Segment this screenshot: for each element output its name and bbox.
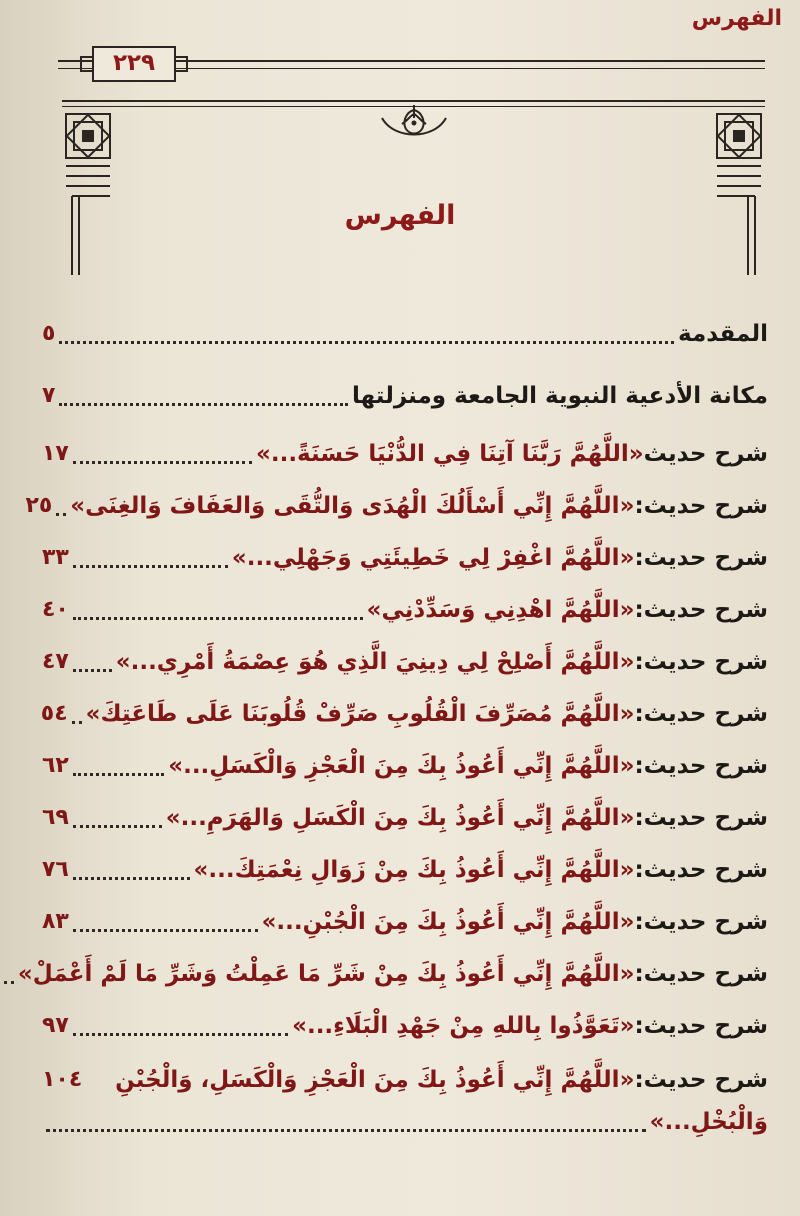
entry-page-number: ٧	[42, 383, 56, 408]
toc-entry	[42, 1064, 768, 1138]
toc-entry	[42, 380, 768, 412]
entry-quote: «تَعَوَّذُوا بِاللهِ مِنْ جَهْدِ الْبَلَاءِ...»	[292, 1013, 635, 1039]
entry-quote: «اللَّهُمَّ اهْدِنِي وَسَدِّدْنِي»	[366, 597, 635, 623]
dot-leader	[73, 565, 228, 568]
ornamental-frame	[62, 100, 765, 280]
entry-page-number: ٤٧	[42, 649, 69, 674]
dot-leader	[73, 773, 164, 776]
entry-page-number: ٤٠	[42, 597, 69, 622]
entry-page-number: ٨٣	[42, 909, 69, 934]
entry-quote: «اللَّهُمَّ أَصْلِحْ لِي دِينِيَ الَّذِي هُوَ عِصْمَةُ أَمْرِي...»	[115, 649, 635, 675]
toc-entry	[42, 438, 768, 470]
dot-leader	[73, 929, 258, 932]
entry-prefix: شرح حديث:	[634, 649, 768, 675]
toc-entry	[42, 802, 768, 834]
dot-leader	[72, 721, 82, 724]
dot-leader	[73, 617, 363, 620]
running-header: الفهرس	[691, 6, 782, 31]
entry-prefix: شرح حديث:	[634, 961, 768, 987]
entry-quote-continuation: وَالْبُخْلِ...»	[649, 1109, 768, 1135]
dot-leader	[59, 403, 348, 406]
toc-entry	[42, 750, 768, 782]
entry-prefix: شرح حديث:	[634, 701, 768, 727]
toc-entry	[25, 490, 768, 522]
entry-prefix: شرح حديث:	[634, 1013, 768, 1039]
entry-page-number: ٥٤	[40, 701, 68, 726]
dot-leader	[73, 825, 162, 828]
toc-entry	[42, 318, 768, 350]
entry-line-1	[42, 1064, 768, 1096]
entry-prefix: شرح حديث:	[634, 857, 768, 883]
entry-title: مكانة الأدعية النبوية الجامعة ومنزلتها	[351, 383, 768, 409]
page-title: الفهرس	[344, 200, 456, 231]
toc-entry	[42, 854, 768, 886]
entry-page-number: ٧٦	[42, 857, 69, 882]
toc-entry	[42, 646, 768, 678]
entry-prefix: شرح حديث:	[634, 1067, 768, 1093]
entry-page-number: ١٠٤	[42, 1067, 83, 1092]
entry-line-2	[42, 1106, 768, 1138]
dot-leader	[59, 341, 674, 344]
dot-leader	[4, 981, 14, 984]
entry-prefix: شرح حديث	[643, 441, 768, 467]
entry-quote: «اللَّهُمَّ إِنِّي أَعُوذُ بِكَ مِنْ شَرِّ مَا عَمِلْتُ وَشَرِّ مَا لَمْ أَعْمَلْ»	[17, 961, 635, 987]
toc-entry	[42, 1010, 768, 1042]
entry-page-number: ١٧	[42, 441, 69, 466]
entry-page-number: ٣٣	[42, 545, 69, 570]
toc-entry	[17, 958, 768, 990]
entry-prefix: شرح حديث:	[634, 545, 768, 571]
entry-page-number: ٥	[42, 321, 56, 346]
toc-entry	[42, 906, 768, 938]
entry-prefix: شرح حديث:	[634, 753, 768, 779]
center-ornament-icon	[374, 100, 454, 155]
dot-leader	[56, 513, 66, 516]
entry-prefix: شرح حديث:	[634, 805, 768, 831]
entry-page-number: ٩٧	[42, 1013, 69, 1038]
entry-title: المقدمة	[678, 321, 768, 347]
toc-entry	[42, 594, 768, 626]
entry-quote: «اللَّهُمَّ رَبَّنَا آتِنَا فِي الدُّنْيَا حَسَنَةً...»	[255, 441, 644, 467]
entry-quote: «اللَّهُمَّ إِنِّي أَعُوذُ بِكَ مِنَ الْعَجْزِ وَالْكَسَلِ، وَالْجُبْنِ	[115, 1067, 635, 1093]
left-corner-ornament-icon	[62, 110, 117, 280]
entry-quote: «اللَّهُمَّ مُصَرِّفَ الْقُلُوبِ صَرِّفْ قُلُوبَنَا عَلَى طَاعَتِكَ»	[85, 701, 635, 727]
dot-leader	[73, 461, 252, 464]
entry-quote: «اللَّهُمَّ إِنِّي أَعُوذُ بِكَ مِنَ الْكَسَلِ وَالهَرَمِ...»	[165, 805, 635, 831]
dot-leader	[73, 877, 190, 880]
entry-prefix: شرح حديث:	[634, 597, 768, 623]
entry-quote: «اللَّهُمَّ إِنِّي أَعُوذُ بِكَ مِنَ الْجُبْنِ...»	[261, 909, 635, 935]
toc-entry	[42, 542, 768, 574]
entry-prefix: شرح حديث:	[634, 909, 768, 935]
entry-quote: «اللَّهُمَّ إِنِّي أَعُوذُ بِكَ مِنَ الْعَجْزِ وَالْكَسَلِ...»	[168, 753, 635, 779]
entry-quote: «اللَّهُمَّ إِنِّي أَعُوذُ بِكَ مِنْ زَوَالِ نِعْمَتِكَ...»	[193, 857, 635, 883]
entry-page-number: ٦٢	[42, 753, 69, 778]
entry-quote: «اللَّهُمَّ إِنِّي أَسْأَلُكَ الْهُدَى وَالتُّقَى وَالعَفَافَ وَالغِنَى»	[70, 493, 635, 519]
dot-leader	[46, 1129, 646, 1132]
entry-prefix: شرح حديث:	[634, 493, 768, 519]
entry-page-number: ٢٥	[25, 493, 53, 518]
toc-entry	[42, 698, 768, 730]
dot-leader	[73, 1033, 288, 1036]
page-number: ٢٢٩	[92, 46, 176, 82]
entry-quote: «اللَّهُمَّ اغْفِرْ لِي خَطِيئَتِي وَجَهْلِي...»	[231, 545, 635, 571]
right-corner-ornament-icon	[710, 110, 765, 280]
entry-page-number: ٦٩	[42, 805, 69, 830]
dot-leader	[73, 669, 112, 672]
